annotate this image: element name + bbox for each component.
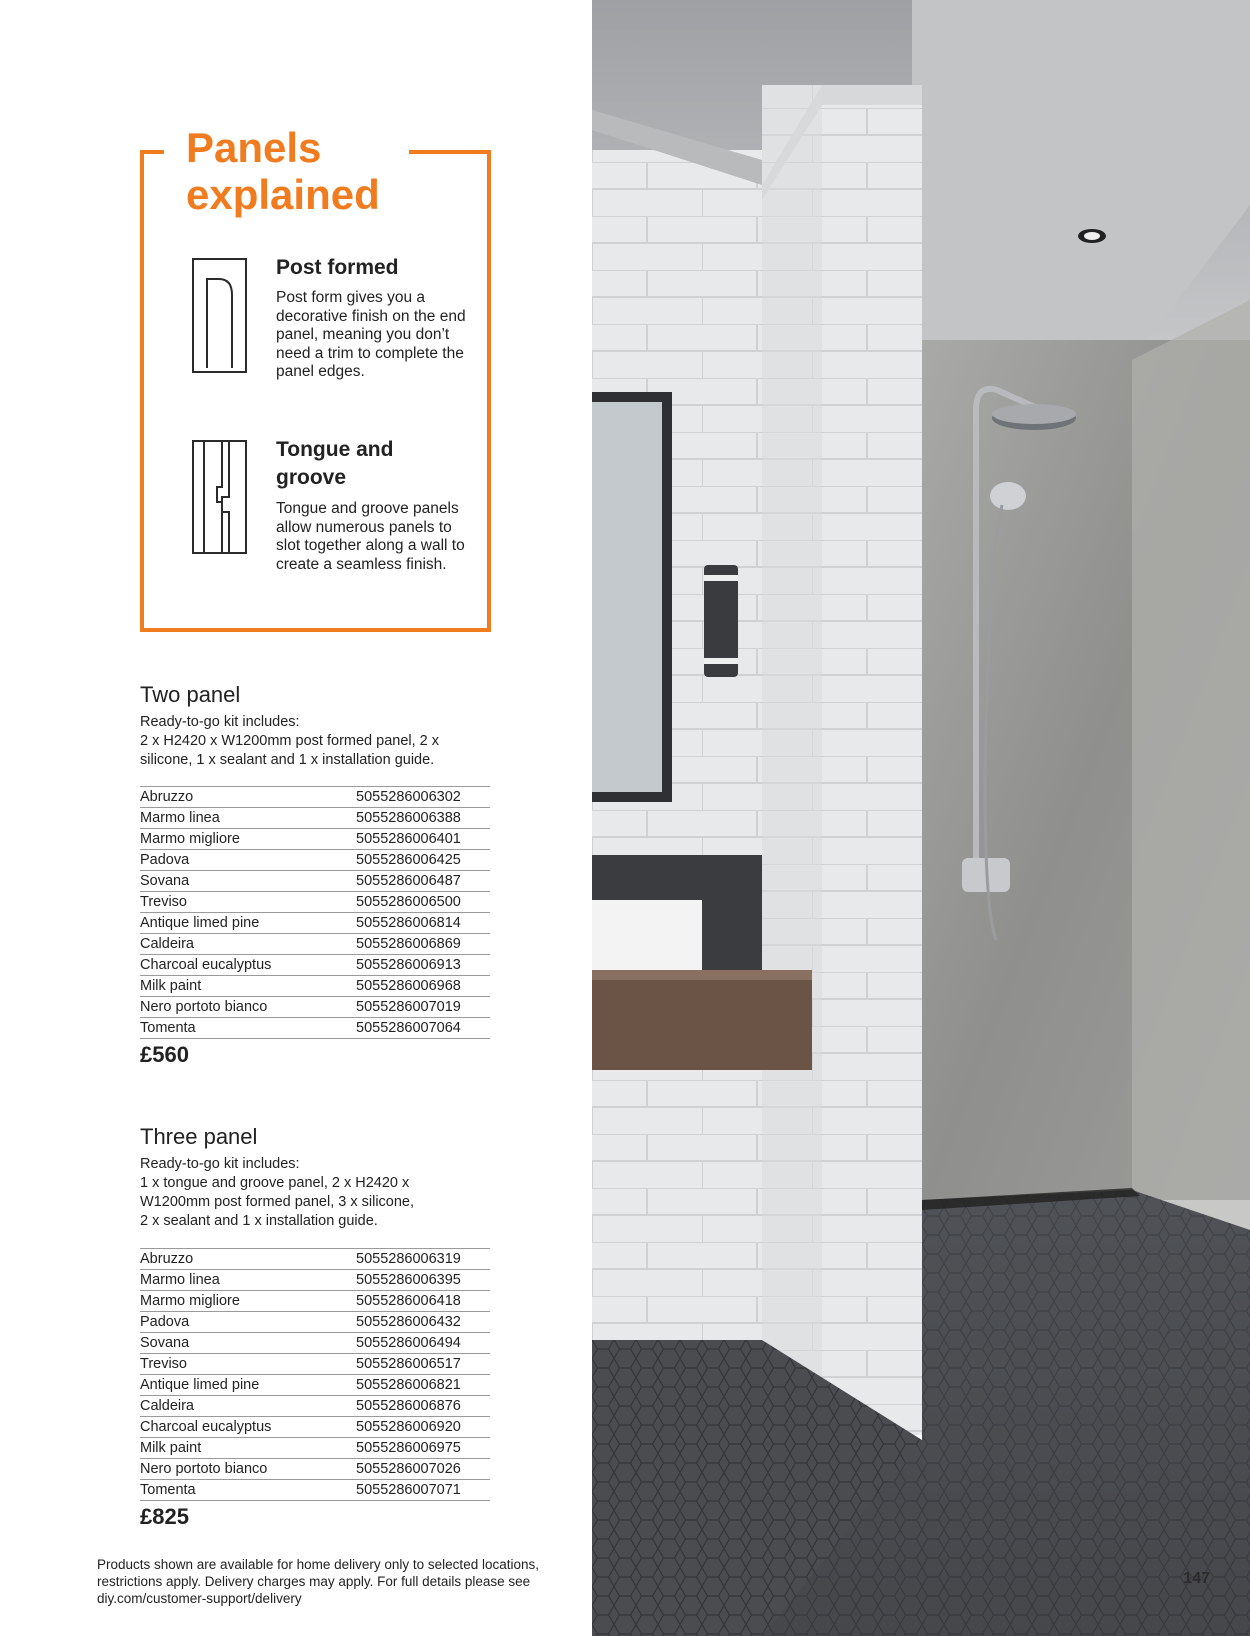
table-row <box>140 787 490 808</box>
product-name: Milk paint <box>140 1440 202 1456</box>
product-code: 5055286006302 <box>356 789 461 805</box>
product-name: Tomenta <box>140 1020 196 1036</box>
product-code: 5055286006920 <box>356 1419 461 1435</box>
product-name: Marmo linea <box>140 810 220 826</box>
product-name: Abruzzo <box>140 1251 194 1267</box>
heading-line-2: explained <box>186 171 380 218</box>
product-name: Charcoal eucalyptus <box>140 1419 272 1435</box>
table-row <box>140 1270 490 1291</box>
product-name: Sovana <box>140 873 190 889</box>
product-name: Sovana <box>140 1335 190 1351</box>
product-code: 5055286006487 <box>356 873 461 889</box>
table-row <box>140 808 490 829</box>
table-row <box>140 1018 490 1039</box>
tongue-and-groove-icon <box>192 440 247 554</box>
table-row <box>140 913 490 934</box>
product-code: 5055286006869 <box>356 936 461 952</box>
table-row <box>140 1396 490 1417</box>
product-code: 5055286006500 <box>356 894 461 910</box>
table-row <box>140 976 490 997</box>
product-code: 5055286006821 <box>356 1377 461 1393</box>
product-name: Marmo migliore <box>140 831 240 847</box>
tongue-and-groove-description: Tongue and groove panels allow numerous panels to slot together along a wall to create a seamless finish. <box>276 500 465 573</box>
three-panel-intro: Ready-to-go kit includes: 1 x tongue and groove panel, 2 x H2420 x W1200mm post formed panel, 3 x silicone, 2 x sealant and 1 x installation guide. <box>140 1156 415 1229</box>
table-row <box>140 1459 490 1480</box>
product-name: Padova <box>140 1314 190 1330</box>
table-row <box>140 829 490 850</box>
product-name: Treviso <box>140 894 187 910</box>
left-column <box>0 0 592 1636</box>
product-code: 5055286006975 <box>356 1440 461 1456</box>
product-code: 5055286006401 <box>356 831 461 847</box>
product-name: Charcoal eucalyptus <box>140 957 272 973</box>
product-code: 5055286006968 <box>356 978 461 994</box>
page-number: 147 <box>1183 1570 1210 1587</box>
two-panel-intro: Ready-to-go kit includes: 2 x H2420 x W1200mm post formed panel, 2 x silicone, 1 x sealant and 1 x installation guide. <box>140 714 440 768</box>
table-row <box>140 1417 490 1438</box>
product-code: 5055286006425 <box>356 852 461 868</box>
product-name: Antique limed pine <box>140 915 260 931</box>
product-name: Tomenta <box>140 1482 196 1498</box>
product-code: 5055286006876 <box>356 1398 461 1414</box>
table-row <box>140 1375 490 1396</box>
section-heading <box>186 124 416 218</box>
product-name: Marmo linea <box>140 1272 220 1288</box>
product-code: 5055286007064 <box>356 1020 461 1036</box>
product-name: Abruzzo <box>140 789 194 805</box>
post-formed-description: Post form gives you a decorative finish on the end panel, meaning you don’t need a trim to complete the panel edges. <box>276 289 466 380</box>
product-code: 5055286006319 <box>356 1251 461 1267</box>
product-name: Nero portoto bianco <box>140 1461 268 1477</box>
heading-line-1: Panels <box>186 124 322 171</box>
product-name: Marmo migliore <box>140 1293 240 1309</box>
two-panel-title: Two panel <box>140 682 241 707</box>
product-code: 5055286006517 <box>356 1356 461 1372</box>
table-row <box>140 892 490 913</box>
two-panel-price: £560 <box>140 1042 189 1067</box>
two-panel-product-table <box>140 786 490 1039</box>
table-row <box>140 1333 490 1354</box>
post-formed-title: Post formed <box>276 256 399 279</box>
product-name: Treviso <box>140 1356 187 1372</box>
table-row <box>140 1438 490 1459</box>
product-code: 5055286007071 <box>356 1482 461 1498</box>
product-code: 5055286006388 <box>356 810 461 826</box>
product-code: 5055286007019 <box>356 999 461 1015</box>
tongue-and-groove-title: Tongue and groove <box>276 438 394 489</box>
table-row <box>140 1249 490 1270</box>
three-panel-price: £825 <box>140 1504 189 1529</box>
table-row <box>140 1354 490 1375</box>
product-name: Antique limed pine <box>140 1377 260 1393</box>
product-code: 5055286006913 <box>356 957 461 973</box>
table-row <box>140 1312 490 1333</box>
product-code: 5055286006395 <box>356 1272 461 1288</box>
product-name: Milk paint <box>140 978 202 994</box>
post-formed-icon <box>192 258 247 373</box>
table-row <box>140 871 490 892</box>
three-panel-title: Three panel <box>140 1124 258 1149</box>
product-code: 5055286006494 <box>356 1335 461 1351</box>
table-row <box>140 850 490 871</box>
product-name: Padova <box>140 852 190 868</box>
table-row <box>140 997 490 1018</box>
three-panel-product-table <box>140 1248 490 1501</box>
table-row <box>140 1291 490 1312</box>
bathroom-photo <box>592 0 1250 1636</box>
product-name: Caldeira <box>140 1398 194 1414</box>
product-code: 5055286006814 <box>356 915 461 931</box>
delivery-footnote: Products shown are available for home delivery only to selected locations, restrictions apply. Delivery charges may apply. For full details please see diy.com/customer-support/delivery <box>97 1557 539 1606</box>
product-code: 5055286006432 <box>356 1314 461 1330</box>
product-name: Caldeira <box>140 936 194 952</box>
product-code: 5055286006418 <box>356 1293 461 1309</box>
table-row <box>140 934 490 955</box>
table-row <box>140 955 490 976</box>
table-row <box>140 1480 490 1501</box>
product-name: Nero portoto bianco <box>140 999 268 1015</box>
product-code: 5055286007026 <box>356 1461 461 1477</box>
